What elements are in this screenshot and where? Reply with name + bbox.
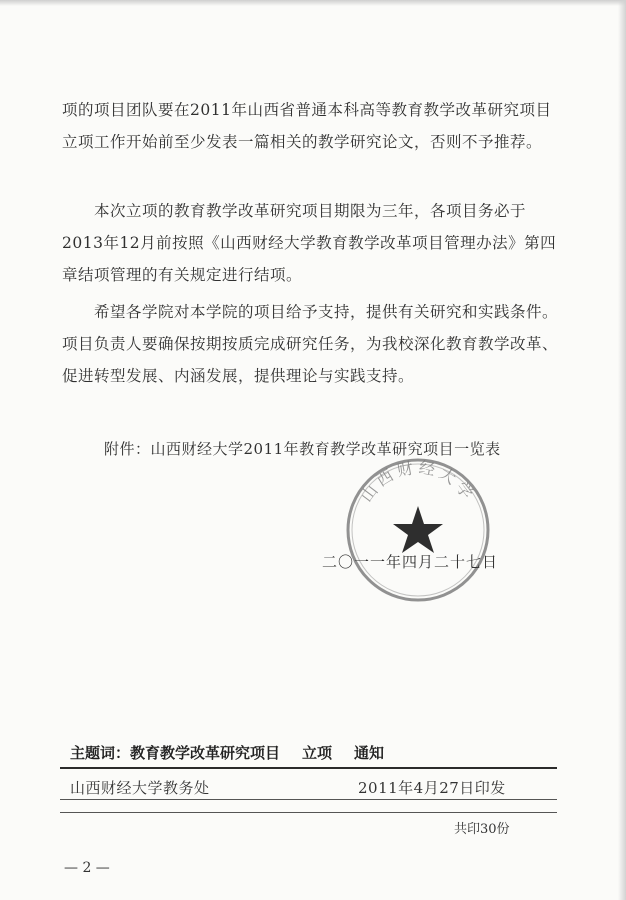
- keyword-3: 通知: [354, 744, 385, 762]
- page-number: — 2 —: [64, 860, 110, 876]
- issue-date: 2011年4月27日印发: [358, 779, 506, 797]
- keyword-1: 教育教学改革研究项目: [130, 744, 281, 762]
- footer-rule-middle: [60, 799, 557, 800]
- attachment-line: 附件：山西财经大学2011年教育教学改革研究项目一览表: [104, 440, 501, 458]
- footer-rule-bottom: [60, 812, 557, 813]
- copies-count: 共印30份: [454, 822, 510, 837]
- body-paragraph-1: 项的项目团队要在2011年山西省普通本科高等教育教学改革研究项目立项工作开始前至少发表一篇相关的教学研究论文，否则不予推荐。: [62, 101, 552, 151]
- issuer: 山西财经大学教务处: [70, 779, 210, 797]
- seal-text: 山西财经大学: [356, 457, 480, 506]
- keywords-line: [70, 742, 384, 763]
- scan-edge-right: [618, 0, 626, 900]
- keyword-2: 立项: [302, 744, 333, 762]
- svg-text:山西财经大学: [357, 458, 480, 506]
- body-paragraph-3: 希望各学院对本学院的项目给予支持，提供有关研究和实践条件。项目负责人要确保按期按质完成研究任务，为我校深化教育教学改革、促进转型发展、内涵发展，提供理论与实践支持。: [62, 303, 559, 385]
- footer-rule-top: [60, 767, 557, 769]
- keywords-label: 主题词：: [70, 744, 131, 762]
- signing-date: 二〇一一年四月二十七日: [322, 553, 499, 571]
- body-paragraph-2: 本次立项的教育教学改革研究项目期限为三年，各项目务必于2013年12月前按照《山西财经大学教育教学改革项目管理办法》第四章结项管理的有关规定进行结项。: [62, 202, 557, 284]
- official-seal-icon: [344, 456, 492, 604]
- scan-edge-top: [0, 0, 626, 6]
